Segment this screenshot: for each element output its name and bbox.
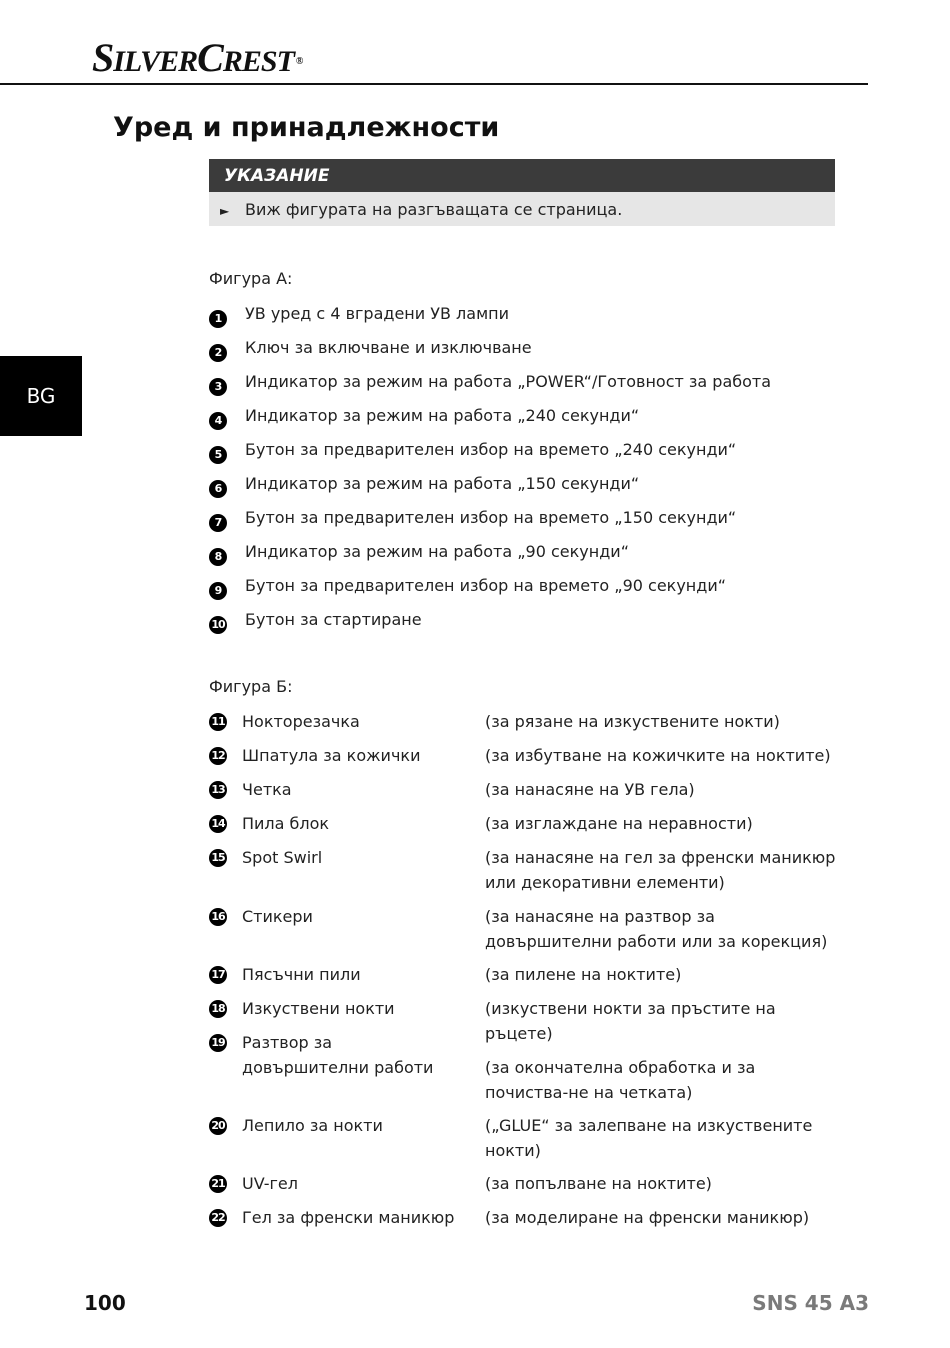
part-name: UV-гел xyxy=(242,1174,298,1193)
number-badge: 1 xyxy=(209,310,227,328)
note-box xyxy=(209,159,835,226)
part-description: (за нанасяне на гел за френски маникюр или декоративни елементи) xyxy=(485,848,836,892)
list-item xyxy=(209,371,772,396)
number-badge: 22 xyxy=(209,1209,227,1227)
part-name: Шпатула за кожички xyxy=(242,746,421,765)
number-badge: 2 xyxy=(209,344,227,362)
part-name: Стикери xyxy=(242,907,313,926)
arrow-right-icon: ► xyxy=(220,204,230,218)
part-name: Нокторезачка xyxy=(242,712,360,731)
item-text: Бутон за предварителен избор на времето „240 секунди“ xyxy=(245,440,737,459)
part-name: Разтвор за довършителни работи xyxy=(242,1033,434,1077)
number-badge: 15 xyxy=(209,849,227,867)
part-name: Пила блок xyxy=(242,814,330,833)
number-badge: 6 xyxy=(209,480,227,498)
model-number: SNS 45 A3 xyxy=(752,1291,869,1315)
item-text: Бутон за стартиране xyxy=(245,610,422,629)
part-name: Четка xyxy=(242,780,292,799)
list-item xyxy=(209,337,532,362)
number-badge: 17 xyxy=(209,966,227,984)
part-description: (за нанасяне на разтвор за довършителни работи или за корекция) xyxy=(485,907,828,951)
part-description: (за моделиране на френски маникюр) xyxy=(485,1208,810,1227)
list-item xyxy=(209,405,640,430)
list-item xyxy=(209,507,737,532)
page-title: Уред и принадлежности xyxy=(113,112,500,143)
list-item xyxy=(209,609,422,634)
number-badge: 7 xyxy=(209,514,227,532)
language-tab: BG xyxy=(0,356,82,436)
part-description: (за попълване на ноктите) xyxy=(485,1174,712,1193)
page-number: 100 xyxy=(84,1291,126,1315)
figure-a-label: Фигура А: xyxy=(209,269,293,288)
number-badge: 12 xyxy=(209,747,227,765)
item-text: Бутон за предварителен избор на времето „90 секунди“ xyxy=(245,576,727,595)
part-name: Изкуствени нокти xyxy=(242,999,395,1018)
number-badge: 10 xyxy=(209,616,227,634)
part-description: (за рязане на изкуствените нокти) xyxy=(485,712,780,731)
part-description: (за окончателна обработка и за почиства-не на четката) xyxy=(485,1058,756,1102)
item-text: Индикатор за режим на работа „150 секунди“ xyxy=(245,474,640,493)
part-name: Лепило за нокти xyxy=(242,1116,383,1135)
number-badge: 13 xyxy=(209,781,227,799)
header-rule xyxy=(0,83,868,85)
number-badge: 3 xyxy=(209,378,227,396)
number-badge: 11 xyxy=(209,713,227,731)
part-description: (за нанасяне на УВ гела) xyxy=(485,780,695,799)
list-item xyxy=(209,439,737,464)
item-text: Индикатор за режим на работа „POWER“/Готовност за работа xyxy=(245,372,772,391)
part-name: Гел за френски маникюр xyxy=(242,1208,455,1227)
part-name: Spot Swirl xyxy=(242,848,323,867)
number-badge: 8 xyxy=(209,548,227,566)
number-badge: 9 xyxy=(209,582,227,600)
item-text: Бутон за предварителен избор на времето „150 секунди“ xyxy=(245,508,737,527)
number-badge: 4 xyxy=(209,412,227,430)
note-text: Виж фигурата на разгъващата се страница. xyxy=(245,200,623,219)
number-badge: 16 xyxy=(209,908,227,926)
list-item xyxy=(209,541,629,566)
list-item xyxy=(209,473,640,498)
number-badge: 18 xyxy=(209,1000,227,1018)
figure-b-label: Фигура Б: xyxy=(209,677,293,696)
number-badge: 21 xyxy=(209,1175,227,1193)
item-text: Индикатор за режим на работа „90 секунди“ xyxy=(245,542,629,561)
silvercrest-logo: SILVERCREST ® xyxy=(92,35,303,80)
part-description: („GLUE“ за залепване на изкуствените нокти) xyxy=(485,1116,813,1160)
item-text: Ключ за включване и изключване xyxy=(245,338,532,357)
note-body xyxy=(209,192,835,226)
number-badge: 14 xyxy=(209,815,227,833)
number-badge: 20 xyxy=(209,1117,227,1135)
part-description: (за изглаждане на неравности) xyxy=(485,814,753,833)
number-badge: 5 xyxy=(209,446,227,464)
part-description: (за пилене на ноктите) xyxy=(485,965,682,984)
number-badge: 19 xyxy=(209,1034,227,1052)
note-heading: УКАЗАНИЕ xyxy=(209,159,835,192)
part-description: (за избутване на кожичките на ноктите) xyxy=(485,746,831,765)
item-text: Индикатор за режим на работа „240 секунди“ xyxy=(245,406,640,425)
list-item xyxy=(209,575,727,600)
list-item xyxy=(209,303,509,328)
part-name: Пясъчни пили xyxy=(242,965,361,984)
part-description: (изкуствени нокти за пръстите на ръцете) xyxy=(485,999,776,1043)
item-text: УВ уред с 4 вградени УВ лампи xyxy=(245,304,509,323)
